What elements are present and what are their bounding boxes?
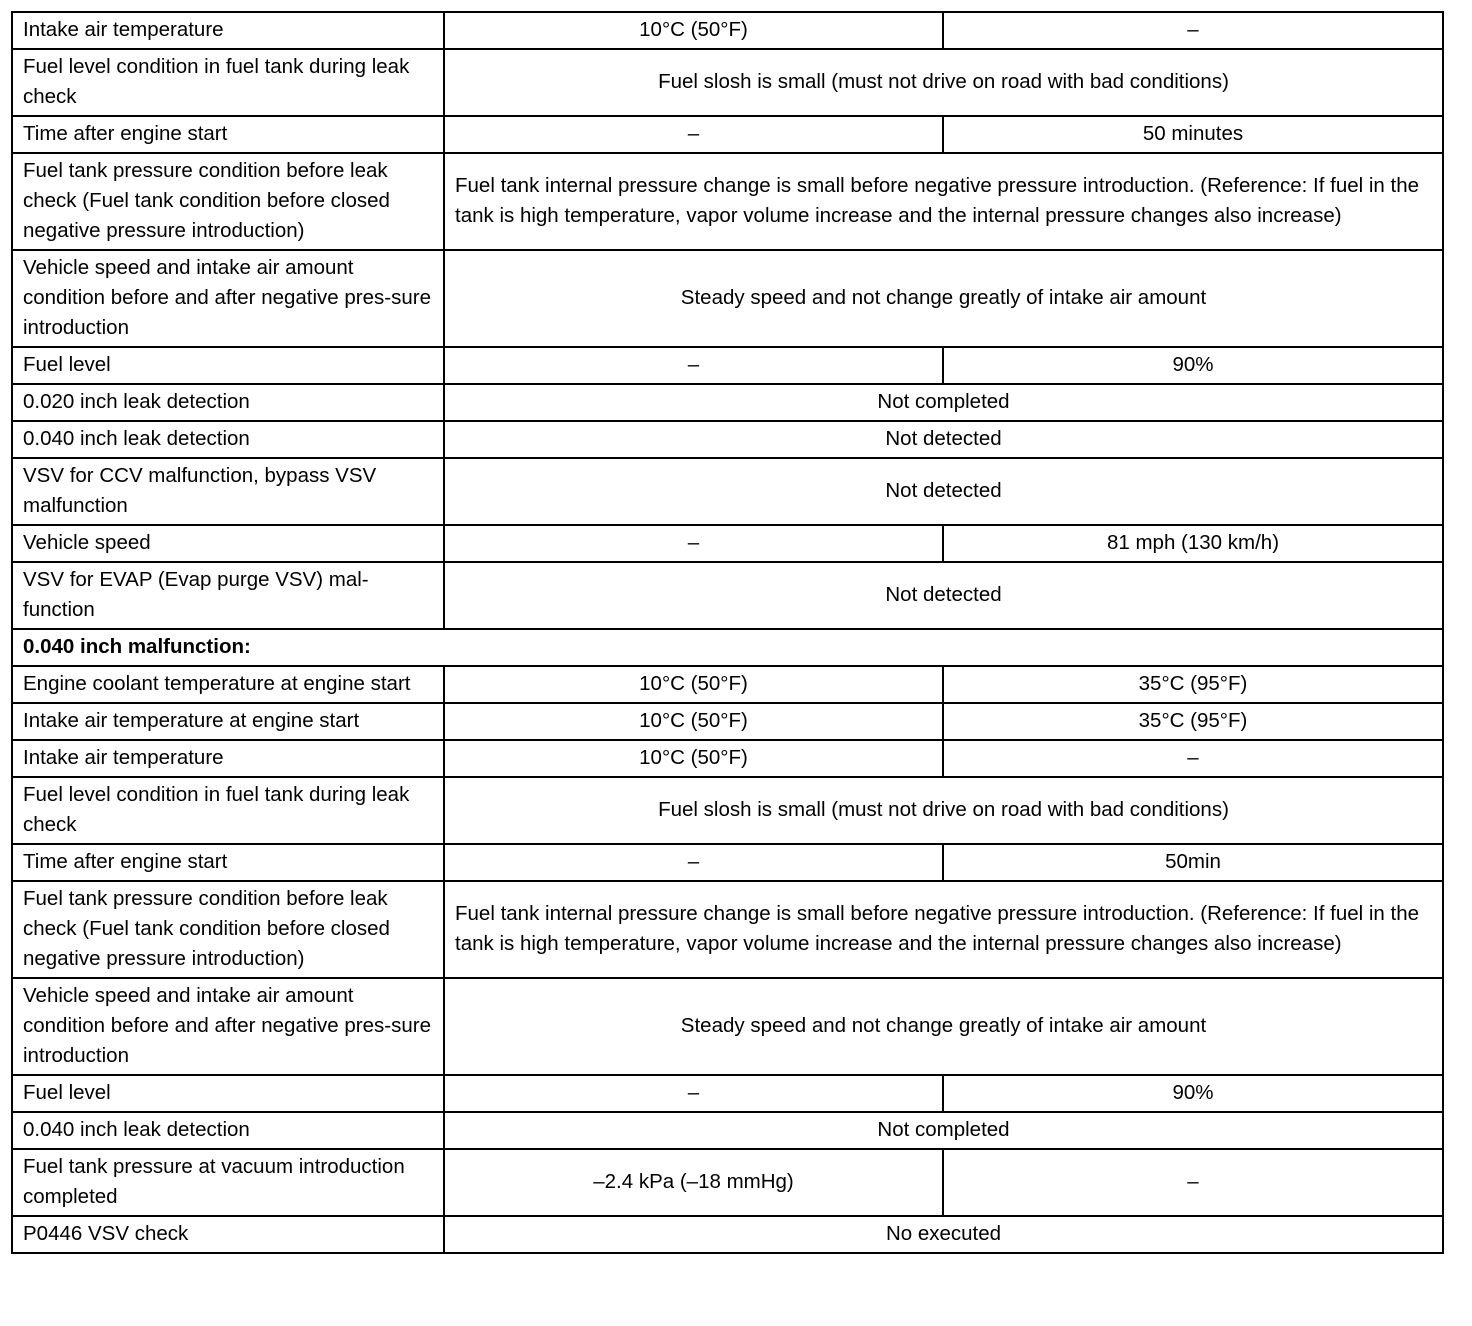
row-label: Vehicle speed and intake air amount condition before and after negative pres-sure introduction bbox=[12, 250, 444, 347]
value-min: 10°C (50°F) bbox=[444, 12, 943, 49]
row-label: 0.040 inch leak detection bbox=[12, 1112, 444, 1149]
value-min: – bbox=[444, 844, 943, 881]
value-max: 35°C (95°F) bbox=[943, 666, 1443, 703]
row-label: Fuel level condition in fuel tank during leak check bbox=[12, 777, 444, 844]
row-label: Intake air temperature bbox=[12, 740, 444, 777]
table-row bbox=[12, 1149, 1443, 1216]
table-row bbox=[12, 740, 1443, 777]
row-label: Engine coolant temperature at engine start bbox=[12, 666, 444, 703]
table-row bbox=[12, 844, 1443, 881]
row-label: VSV for CCV malfunction, bypass VSV malfunction bbox=[12, 458, 444, 525]
value-span: Fuel tank internal pressure change is small before negative pressure introduction. (Reference: If fuel in the tank is high temperature, vapor volume increase and the internal pressure changes also increase) bbox=[444, 153, 1443, 250]
value-min: – bbox=[444, 116, 943, 153]
value-min: 10°C (50°F) bbox=[444, 703, 943, 740]
table-row bbox=[12, 666, 1443, 703]
value-max: 81 mph (130 km/h) bbox=[943, 525, 1443, 562]
value-max: 90% bbox=[943, 347, 1443, 384]
table-row bbox=[12, 421, 1443, 458]
row-label: Intake air temperature bbox=[12, 12, 444, 49]
value-span: Not completed bbox=[444, 1112, 1443, 1149]
value-span: Not detected bbox=[444, 458, 1443, 525]
value-max: – bbox=[943, 740, 1443, 777]
table-row bbox=[12, 562, 1443, 629]
row-label: Fuel tank pressure at vacuum introduction completed bbox=[12, 1149, 444, 1216]
table-row bbox=[12, 978, 1443, 1075]
table-row bbox=[12, 881, 1443, 978]
table-row bbox=[12, 525, 1443, 562]
row-label: 0.040 inch leak detection bbox=[12, 421, 444, 458]
table-row bbox=[12, 1216, 1443, 1253]
table-row bbox=[12, 384, 1443, 421]
row-label: 0.020 inch leak detection bbox=[12, 384, 444, 421]
table-row bbox=[12, 153, 1443, 250]
value-span: No executed bbox=[444, 1216, 1443, 1253]
value-max: – bbox=[943, 12, 1443, 49]
table-row bbox=[12, 12, 1443, 49]
row-label: Fuel tank pressure condition before leak check (Fuel tank condition before closed negative pressure introduction) bbox=[12, 881, 444, 978]
row-label: Time after engine start bbox=[12, 116, 444, 153]
value-min: –2.4 kPa (–18 mmHg) bbox=[444, 1149, 943, 1216]
value-span: Not detected bbox=[444, 421, 1443, 458]
table-row bbox=[12, 116, 1443, 153]
value-span: Fuel slosh is small (must not drive on road with bad conditions) bbox=[444, 49, 1443, 116]
row-label: Fuel level condition in fuel tank during leak check bbox=[12, 49, 444, 116]
table-row bbox=[12, 458, 1443, 525]
value-min: – bbox=[444, 1075, 943, 1112]
row-label: Fuel level bbox=[12, 1075, 444, 1112]
value-min: – bbox=[444, 347, 943, 384]
row-label: Intake air temperature at engine start bbox=[12, 703, 444, 740]
table-row bbox=[12, 777, 1443, 844]
table-row bbox=[12, 49, 1443, 116]
table-row bbox=[12, 1075, 1443, 1112]
row-label: Time after engine start bbox=[12, 844, 444, 881]
value-min: – bbox=[444, 525, 943, 562]
value-min: 10°C (50°F) bbox=[444, 666, 943, 703]
value-min: 10°C (50°F) bbox=[444, 740, 943, 777]
value-span: Fuel slosh is small (must not drive on road with bad conditions) bbox=[444, 777, 1443, 844]
table-row bbox=[12, 250, 1443, 347]
row-label: Vehicle speed bbox=[12, 525, 444, 562]
value-max: 50min bbox=[943, 844, 1443, 881]
value-max: – bbox=[943, 1149, 1443, 1216]
table-row bbox=[12, 347, 1443, 384]
section-header-row bbox=[12, 629, 1443, 666]
section-title: 0.040 inch malfunction: bbox=[12, 629, 1443, 666]
row-label: Fuel tank pressure condition before leak check (Fuel tank condition before closed negative pressure introduction) bbox=[12, 153, 444, 250]
row-label: Fuel level bbox=[12, 347, 444, 384]
value-max: 35°C (95°F) bbox=[943, 703, 1443, 740]
row-label: P0446 VSV check bbox=[12, 1216, 444, 1253]
value-span: Fuel tank internal pressure change is small before negative pressure introduction. (Reference: If fuel in the tank is high temperature, vapor volume increase and the internal pressure changes also increase) bbox=[444, 881, 1443, 978]
value-span: Not detected bbox=[444, 562, 1443, 629]
value-max: 90% bbox=[943, 1075, 1443, 1112]
value-max: 50 minutes bbox=[943, 116, 1443, 153]
row-label: VSV for EVAP (Evap purge VSV) mal-function bbox=[12, 562, 444, 629]
row-label: Vehicle speed and intake air amount condition before and after negative pres-sure introduction bbox=[12, 978, 444, 1075]
value-span: Steady speed and not change greatly of intake air amount bbox=[444, 978, 1443, 1075]
spec-table bbox=[11, 11, 1444, 1254]
value-span: Not completed bbox=[444, 384, 1443, 421]
value-span: Steady speed and not change greatly of intake air amount bbox=[444, 250, 1443, 347]
table-row bbox=[12, 1112, 1443, 1149]
table-row bbox=[12, 703, 1443, 740]
